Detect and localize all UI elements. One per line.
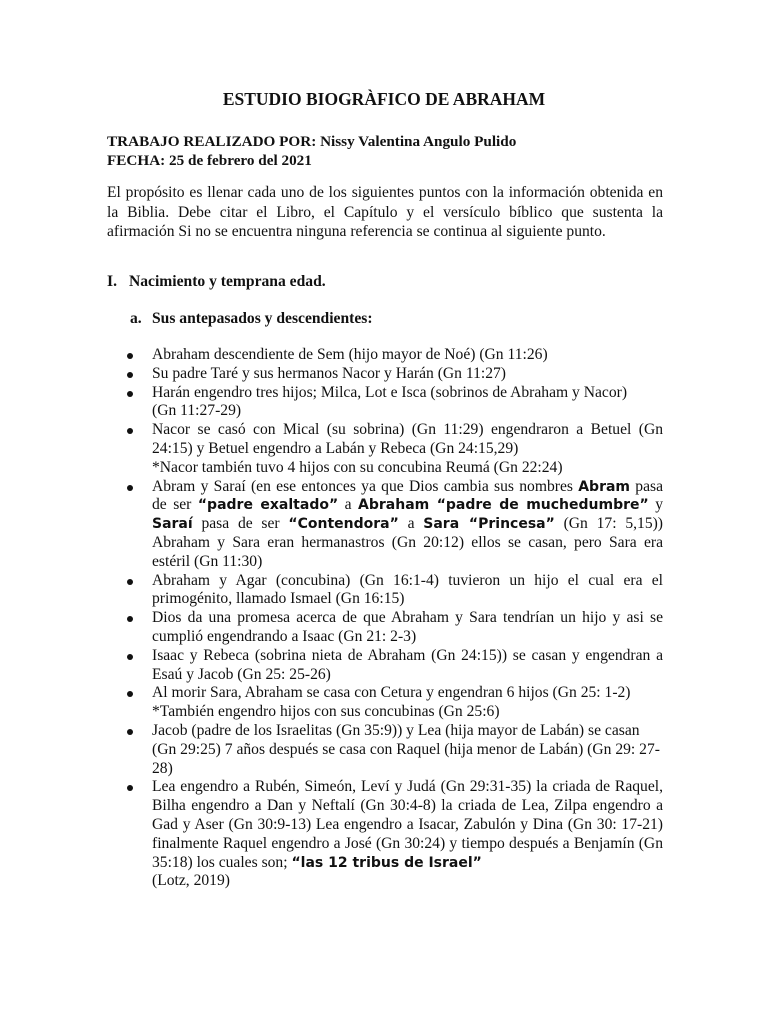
bullet-icon bbox=[127, 428, 133, 434]
list-item: Al morir Sara, Abraham se casa con Cetura y engendran 6 hijos (Gn 25: 1-2) *También engendro hijos con sus concubinas (Gn 25:6) bbox=[107, 684, 663, 722]
bullet-icon bbox=[127, 729, 133, 735]
bullet-icon bbox=[127, 654, 133, 660]
date-line: FECHA: 25 de febrero del 2021 bbox=[107, 152, 312, 169]
list-item: Harán engendro tres hijos; Milca, Lot e Isca (sobrinos de Abraham y Nacor) (Gn 11:27-29) bbox=[107, 384, 663, 422]
bullet-list bbox=[107, 346, 663, 891]
document-meta bbox=[107, 132, 516, 170]
bullet-icon bbox=[127, 485, 133, 491]
subsection-label: Sus antepasados y descendientes: bbox=[152, 310, 373, 327]
list-item: Lea engendro a Rubén, Simeón, Leví y Judá (Gn 29:31-35) la criada de Raquel, Bilha engendro a Dan y Neftalí (Gn 30:4-8) la criada de Lea, Zilpa engendro a Gad y Aser (Gn 30:9-13) Lea engendro a Isacar, Zabulón y Dina (Gn 30: 17-21) finalmente Raquel engendro a José (Gn 30:24) y tiempo después a Benjamín (Gn 35:18) los cuales son; “las 12 tribus de Israel” (Lotz, 2019) bbox=[107, 778, 663, 891]
bullet-icon bbox=[127, 353, 133, 359]
list-item: Abraham descendiente de Sem (hijo mayor de Noé) (Gn 11:26) bbox=[107, 346, 663, 365]
list-item: Abram y Saraí (en ese entonces ya que Dios cambia sus nombres Abram pasa de ser “padre exaltado” a Abraham “padre de muchedumbre” y Saraí pasa de ser “Contendora” a Sara “Princesa” (Gn 17: 5,15)) Abraham y Sara eran hermanastros (Gn 20:12) ellos se casan, pero Sara era estéril (Gn 11:30) bbox=[107, 478, 663, 572]
bullet-icon bbox=[127, 579, 133, 585]
citation: (Lotz, 2019) bbox=[152, 872, 230, 890]
bullet-icon bbox=[127, 372, 133, 378]
section-number: I. bbox=[107, 273, 117, 290]
bullet-icon bbox=[127, 691, 133, 697]
list-item: Su padre Taré y sus hermanos Nacor y Harán (Gn 11:27) bbox=[107, 365, 663, 384]
bullet-icon bbox=[127, 616, 133, 622]
intro-paragraph: El propósito es llenar cada uno de los siguientes puntos con la información obtenida en la Biblia. Debe citar el Libro, el Capítulo y el versículo bíblico que sustenta la afirmación Si no se encuentra ninguna referencia se continua al siguiente punto. bbox=[107, 184, 663, 240]
bullet-icon bbox=[127, 785, 133, 791]
list-item: Nacor se casó con Mical (su sobrina) (Gn 11:29) engendraron a Betuel (Gn 24:15) y Betuel engendro a Labán y Rebeca (Gn 24:15,29) *Nacor también tuvo 4 hijos con su concubina Reumá (Gn 22:24) bbox=[107, 421, 663, 477]
list-item: Isaac y Rebeca (sobrina nieta de Abraham (Gn 24:15)) se casan y engendran a Esaú y Jacob (Gn 25: 25-26) bbox=[107, 647, 663, 685]
author-line: TRABAJO REALIZADO POR: Nissy Valentina Angulo Pulido bbox=[107, 133, 517, 150]
subsection-number: a. bbox=[130, 310, 142, 327]
list-item: Jacob (padre de los Israelitas (Gn 35:9)) y Lea (hija mayor de Labán) se casan (Gn 29:25) 7 años después se casa con Raquel (hija menor de Labán) (Gn 29: 27- 28) bbox=[107, 722, 663, 778]
subsection-heading bbox=[130, 310, 373, 329]
bullet-icon bbox=[127, 391, 133, 397]
list-item: Abraham y Agar (concubina) (Gn 16:1-4) tuvieron un hijo el cual era el primogénito, llamado Ismael (Gn 16:15) bbox=[107, 572, 663, 610]
section-heading bbox=[107, 273, 326, 292]
section-label: Nacimiento y temprana edad. bbox=[129, 273, 326, 290]
document-title: ESTUDIO BIOGRÀFICO DE ABRAHAM bbox=[222, 89, 546, 109]
list-item: Dios da una promesa acerca de que Abraham y Sara tendrían un hijo y asi se cumplió engendrando a Isaac (Gn 21: 2-3) bbox=[107, 609, 663, 647]
